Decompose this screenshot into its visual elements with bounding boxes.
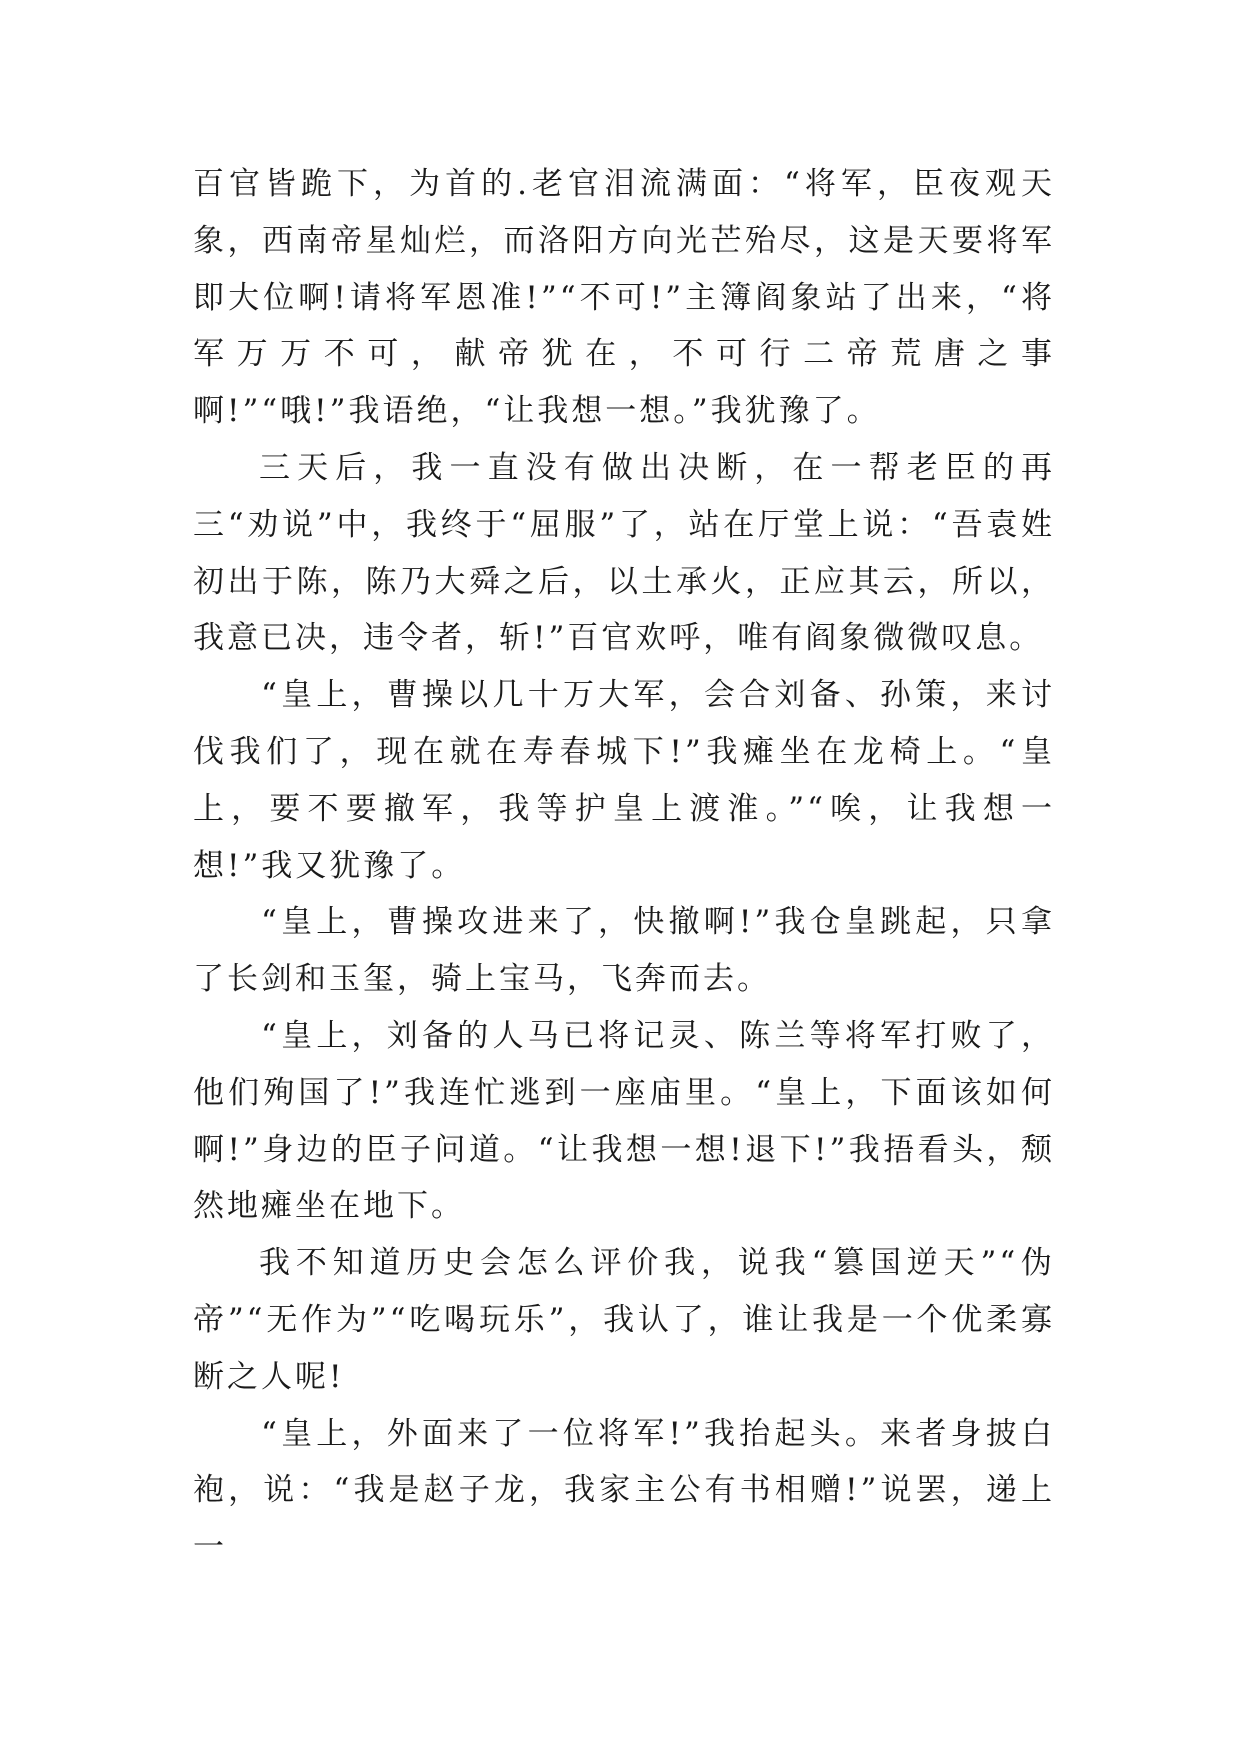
paragraph-7: “皇上，外面来了一位将军!”我抬起头。来者身披白袍，说：“我是赵子龙，我家主公有书相赠!”说罢，递上一 bbox=[193, 1415, 1055, 1566]
paragraph-2: 三天后，我一直没有做出决断，在一帮老臣的再三“劝说”中，我终于“屈服”了，站在厅堂上说：“吾袁姓初出于陈，陈乃大舜之后，以土承火，正应其云，所以，我意已决，违令者，斩!”百官欢呼，唯有阎象微微叹息。 bbox=[193, 449, 1055, 657]
document-body bbox=[193, 156, 1055, 1576]
paragraph-1: 百官皆跪下，为首的.老官泪流满面：“将军，臣夜观天象，西南帝星灿烂，而洛阳方向光芒殆尽，这是天要将军即大位啊!请将军恩准!”“不可!”主簿阎象站了出来，“将军万万不可，献帝犹在，不可行二帝荒唐之事啊!”“哦!”我语绝，“让我想一想。”我犹豫了。 bbox=[193, 166, 1055, 430]
paragraph-4: “皇上，曹操攻进来了，快撤啊!”我仓皇跳起，只拿了长剑和玉玺，骑上宝马，飞奔而去。 bbox=[193, 904, 1055, 998]
paragraph-3: “皇上，曹操以几十万大军，会合刘备、孙策，来讨伐我们了，现在就在寿春城下!”我瘫坐在龙椅上。“皇上，要不要撤军，我等护皇上渡淮。”“唉，让我想一想!”我又犹豫了。 bbox=[193, 677, 1055, 884]
paragraph-6: 我不知道历史会怎么评价我，说我“篡国逆天”“伪帝”“无作为”“吃喝玩乐”，我认了，谁让我是一个优柔寡断之人呢! bbox=[193, 1245, 1055, 1395]
paragraph-5: “皇上，刘备的人马已将记灵、陈兰等将军打败了，他们殉国了!”我连忙逃到一座庙里。“皇上，下面该如何啊!”身边的臣子问道。“让我想一想!退下!”我捂看头，颓然地瘫坐在地下。 bbox=[193, 1017, 1055, 1225]
